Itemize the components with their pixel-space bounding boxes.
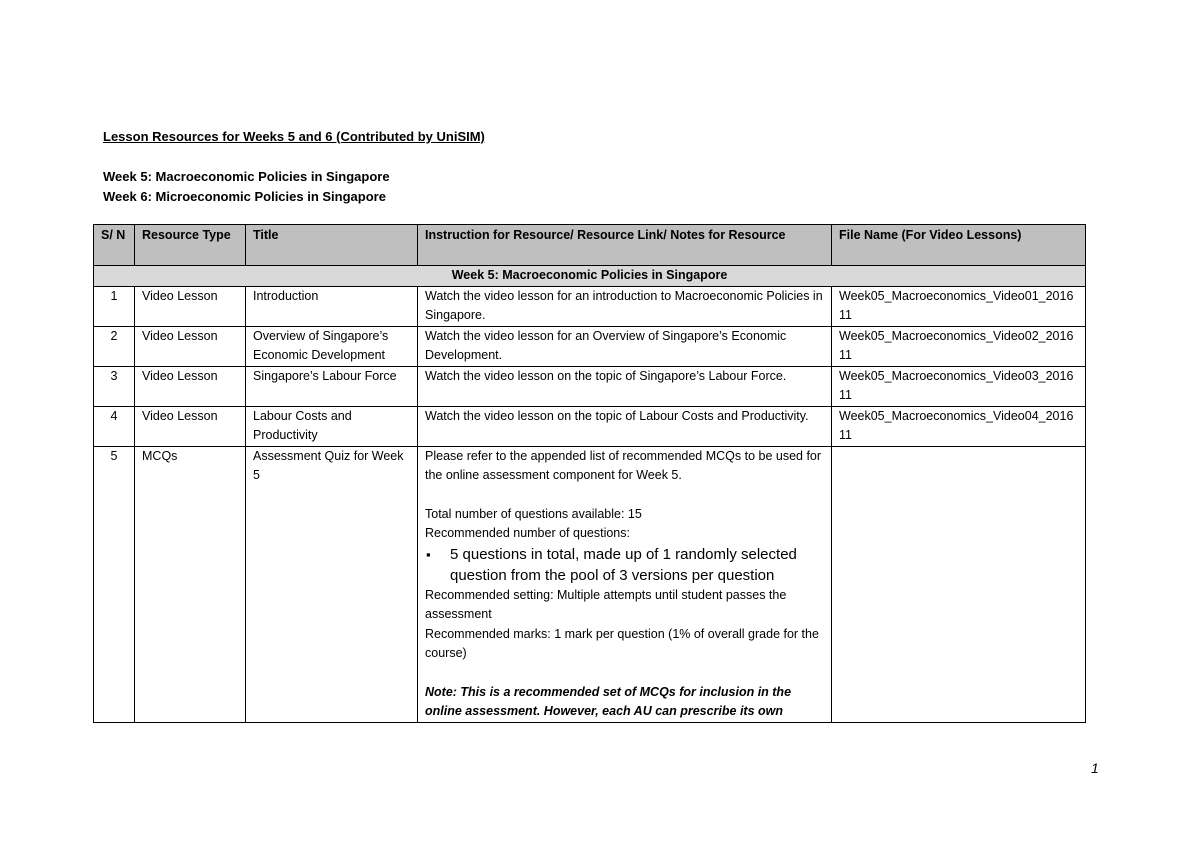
- mcq-recommended-number: Recommended number of questions:: [425, 526, 630, 540]
- header-instruction: Instruction for Resource/ Resource Link/ Notes for Resource: [418, 225, 832, 266]
- row-type: Video Lesson: [135, 406, 246, 446]
- row-title: Introduction: [246, 286, 418, 326]
- row-file: Week05_Macroeconomics_Video03_201611: [832, 366, 1086, 406]
- header-resource-type: Resource Type: [135, 225, 246, 266]
- mcq-bullet-item: ▪ 5 questions in total, made up of 1 randomly selected question from the pool of 3 versions per question: [450, 544, 824, 586]
- header-title: Title: [246, 225, 418, 266]
- mcq-intro: Please refer to the appended list of recommended MCQs to be used for the online assessment component for Week 5.: [425, 448, 822, 482]
- row-title: Assessment Quiz for Week 5: [246, 446, 418, 722]
- row-instruction: Watch the video lesson for an introduction to Macroeconomic Policies in Singapore.: [418, 286, 832, 326]
- row-title: Labour Costs and Productivity: [246, 406, 418, 446]
- row-title: Overview of Singapore’s Economic Development: [246, 326, 418, 366]
- row-sn: 5: [94, 446, 135, 722]
- row-instruction: Watch the video lesson on the topic of Singapore’s Labour Force.: [418, 366, 832, 406]
- spacer: [425, 664, 824, 683]
- table-row: [94, 406, 1086, 446]
- mcq-bullet-list: [425, 544, 824, 586]
- mcq-note: Note: This is a recommended set of MCQs for inclusion in the online assessment. However, each AU can prescribe its own: [425, 684, 792, 718]
- week5-heading: Week 5: Macroeconomic Policies in Singapore: [103, 169, 390, 184]
- mcq-total: Total number of questions available: 15: [425, 506, 642, 521]
- row-sn: 2: [94, 326, 135, 366]
- row-instruction: Watch the video lesson for an Overview of Singapore’s Economic Development.: [418, 326, 832, 366]
- mcq-marks: Recommended marks: 1 mark per question (1% of overall grade for the course): [425, 626, 819, 660]
- document-title: Lesson Resources for Weeks 5 and 6 (Contributed by UniSIM): [103, 129, 485, 144]
- page-number: 1: [1091, 760, 1099, 776]
- row-sn: 3: [94, 366, 135, 406]
- table-row-mcq: [94, 446, 1086, 722]
- row-type: Video Lesson: [135, 326, 246, 366]
- week6-heading: Week 6: Microeconomic Policies in Singapore: [103, 189, 386, 204]
- row-file: Week05_Macroeconomics_Video04_201611: [832, 406, 1086, 446]
- header-sn: S/ N: [94, 225, 135, 266]
- section-row-week5: [94, 266, 1086, 287]
- section-title: Week 5: Macroeconomic Policies in Singapore: [94, 266, 1086, 287]
- row-sn: 4: [94, 406, 135, 446]
- table-row: [94, 366, 1086, 406]
- resources-table: [93, 224, 1086, 723]
- row-sn: 1: [94, 286, 135, 326]
- spacer: [425, 486, 824, 505]
- row-instruction: Watch the video lesson on the topic of Labour Costs and Productivity.: [418, 406, 832, 446]
- row-file: Week05_Macroeconomics_Video01_201611: [832, 286, 1086, 326]
- table-row: [94, 286, 1086, 326]
- table-row: [94, 326, 1086, 366]
- row-type: Video Lesson: [135, 286, 246, 326]
- row-instruction: [418, 446, 832, 722]
- row-file: Week05_Macroeconomics_Video02_201611: [832, 326, 1086, 366]
- table-header-row: [94, 225, 1086, 266]
- mcq-setting: Recommended setting: Multiple attempts until student passes the assessment: [425, 587, 787, 621]
- row-title: Singapore’s Labour Force: [246, 366, 418, 406]
- row-file: [832, 446, 1086, 722]
- header-file-name: File Name (For Video Lessons): [832, 225, 1086, 266]
- row-type: Video Lesson: [135, 366, 246, 406]
- row-type: MCQs: [135, 446, 246, 722]
